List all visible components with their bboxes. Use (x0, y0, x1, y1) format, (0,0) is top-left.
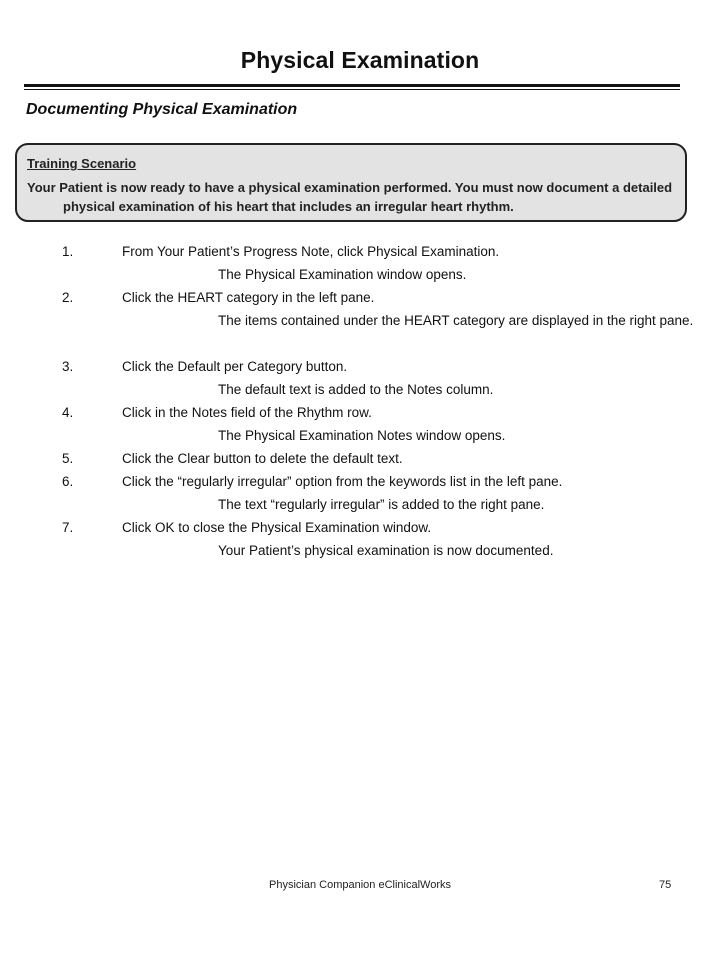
step-number: 3. (62, 359, 74, 374)
step-2-result (0, 309, 720, 355)
step-text: From Your Patient’s Progress Note, click Physical Examination. (122, 244, 500, 259)
step-number: 2. (62, 290, 74, 305)
step-6-result (0, 493, 720, 516)
step-3-result (0, 378, 720, 401)
step-7 (0, 516, 720, 539)
training-scenario-box (15, 143, 687, 222)
step-4 (0, 401, 720, 424)
title-rule-thin (24, 89, 680, 90)
step-result: The items contained under the HEART category are displayed in the right pane. (218, 313, 694, 328)
step-text: Click in the Notes field of the Rhythm row. (122, 405, 372, 420)
title-rule-thick (24, 84, 680, 87)
step-2 (0, 286, 720, 309)
step-text: Click the “regularly irregular” option from the keywords list in the left pane. (122, 474, 563, 489)
scenario-title: Training Scenario (27, 156, 137, 171)
step-text: Click the Default per Category button. (122, 359, 348, 374)
scenario-text: Your Patient is now ready to have a physical examination performed. You must now document a detailed physical examination of his heart that includes an irregular heart rhythm. (27, 180, 673, 214)
step-7-result (0, 539, 720, 562)
footer-title: Physician Companion eClinicalWorks (269, 879, 451, 891)
step-result: The default text is added to the Notes column. (218, 382, 494, 397)
step-result: The Physical Examination Notes window opens. (218, 428, 506, 443)
section-heading: Documenting Physical Examination (26, 101, 298, 118)
step-number: 5. (62, 451, 74, 466)
step-result: Your Patient’s physical examination is now documented. (218, 543, 554, 558)
step-result: The text “regularly irregular” is added to the right pane. (218, 497, 545, 512)
page-number: 75 (659, 879, 672, 891)
page-title: Physical Examination (240, 47, 480, 73)
step-1 (0, 240, 720, 263)
step-list (0, 240, 720, 562)
step-number: 6. (62, 474, 74, 489)
step-text: Click OK to close the Physical Examination window. (122, 520, 432, 535)
step-number: 7. (62, 520, 74, 535)
step-6 (0, 470, 720, 493)
step-text: Click the HEART category in the left pane. (122, 290, 375, 305)
step-4-result (0, 424, 720, 447)
step-3 (0, 355, 720, 378)
step-5 (0, 447, 720, 470)
step-text: Click the Clear button to delete the default text. (122, 451, 403, 466)
step-1-result (0, 263, 720, 286)
step-number: 1. (62, 244, 74, 259)
step-result: The Physical Examination window opens. (218, 267, 467, 282)
step-number: 4. (62, 405, 74, 420)
